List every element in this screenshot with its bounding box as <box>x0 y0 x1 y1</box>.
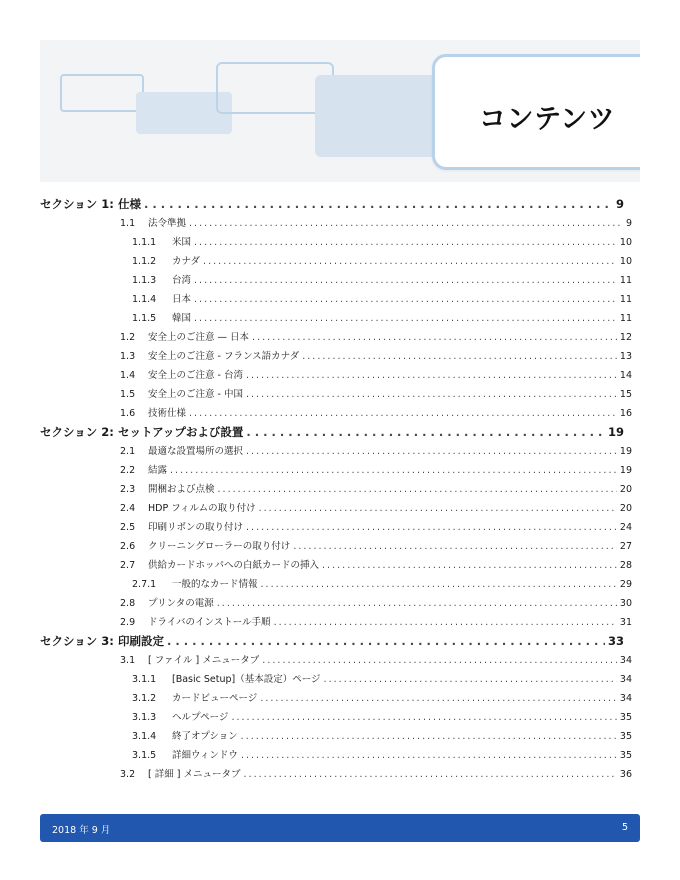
toc-page-number: 9 <box>615 197 624 211</box>
toc-title: カナダ <box>172 256 201 267</box>
toc-page-number: 34 <box>619 693 632 704</box>
toc-leader-dots <box>241 750 617 761</box>
toc-leader-dots <box>218 484 617 495</box>
toc-page-number: 35 <box>619 750 632 761</box>
toc-page-number: 34 <box>619 655 632 666</box>
toc-entry[interactable] <box>120 557 632 571</box>
toc-leader-dots <box>261 579 617 590</box>
toc-entry[interactable] <box>120 481 632 495</box>
toc-leader-dots <box>167 634 605 648</box>
toc-number: 1.2 <box>120 332 136 343</box>
toc-leader-dots <box>246 425 605 439</box>
toc-page-number: 31 <box>619 617 632 628</box>
toc-title: 安全上のご注意 — 日本 <box>148 332 250 343</box>
toc-title: 法令準拠 <box>148 218 187 229</box>
toc-leader-dots <box>144 197 613 211</box>
toc-number: 1.1.5 <box>132 313 157 324</box>
toc-number: 2.7 <box>120 560 136 571</box>
toc-entry[interactable] <box>120 348 632 362</box>
toc-title: 技術仕様 <box>148 408 187 419</box>
toc-title: 安全上のご注意 - フランス語カナダ <box>148 351 300 362</box>
toc-title: 一般的なカード情報 <box>172 579 258 590</box>
toc-title: 印刷リボンの取り付け <box>148 522 244 533</box>
toc-title: 米国 <box>172 237 192 248</box>
toc-leader-dots <box>194 237 617 248</box>
toc-number: 2.1 <box>120 446 136 457</box>
toc-title: 詳細ウィンドウ <box>172 750 238 761</box>
toc-title: 仕様 <box>118 197 141 211</box>
toc-number: 1.1.3 <box>132 275 157 286</box>
toc-page-number: 19 <box>619 446 632 457</box>
toc-section-entry[interactable] <box>40 196 624 212</box>
page-title: コンテンツ <box>479 104 616 135</box>
toc-leader-dots <box>246 522 617 533</box>
toc-entry[interactable] <box>132 576 632 590</box>
toc-entry[interactable] <box>132 291 632 305</box>
toc-number: 2.5 <box>120 522 136 533</box>
toc-leader-dots <box>259 503 617 514</box>
toc-entry[interactable] <box>132 671 632 685</box>
toc-leader-dots <box>274 617 617 628</box>
toc-page-number: 13 <box>619 351 632 362</box>
toc-title: 日本 <box>172 294 192 305</box>
toc-leader-dots <box>322 560 617 571</box>
toc-page-number: 19 <box>619 465 632 476</box>
toc-title: 結露 <box>148 465 168 476</box>
toc-title: HDP フィルムの取り付け <box>148 503 256 514</box>
toc-title: プリンタの電源 <box>148 598 214 609</box>
footer-date: 2018 年 9 月 <box>52 825 111 836</box>
toc-number: 3.1.5 <box>132 750 157 761</box>
toc-number: 1.1.1 <box>132 237 157 248</box>
toc-page-number: 20 <box>619 484 632 495</box>
toc-page-number: 14 <box>619 370 632 381</box>
toc-leader-dots <box>194 313 617 324</box>
footer-bar <box>40 814 640 842</box>
toc-section-entry[interactable] <box>40 633 624 649</box>
toc-number: 3.1.4 <box>132 731 157 742</box>
toc-page-number: 19 <box>607 425 624 439</box>
toc-page-number: 28 <box>619 560 632 571</box>
toc-entry[interactable] <box>120 329 632 343</box>
toc-title: 最適な設置場所の選択 <box>148 446 244 457</box>
toc-leader-dots <box>246 370 617 381</box>
toc-leader-dots <box>189 218 623 229</box>
toc-entry[interactable] <box>132 234 632 248</box>
toc-title: クリーニングローラーの取り付け <box>148 541 291 552</box>
toc-title: ドライバのインストール手順 <box>148 617 271 628</box>
toc-entry[interactable] <box>120 405 632 419</box>
toc-entry[interactable] <box>120 538 632 552</box>
toc-entry[interactable] <box>120 367 632 381</box>
toc-leader-dots <box>246 446 617 457</box>
toc-entry[interactable] <box>120 766 632 780</box>
toc-number: セクション 2: <box>40 425 114 439</box>
toc-leader-dots <box>217 598 617 609</box>
toc-title: [ 詳細 ] メニュータブ <box>148 769 241 780</box>
toc-entry[interactable] <box>120 652 632 666</box>
footer-page-number: 5 <box>621 822 628 833</box>
toc-leader-dots <box>252 332 617 343</box>
toc-page-number: 33 <box>607 634 624 648</box>
toc-number: 2.2 <box>120 465 136 476</box>
toc-entry[interactable] <box>120 215 632 229</box>
toc-entry[interactable] <box>120 462 632 476</box>
toc-entry[interactable] <box>132 728 632 742</box>
toc-number: 2.4 <box>120 503 136 514</box>
toc-number: 3.1 <box>120 655 136 666</box>
toc-leader-dots <box>293 541 617 552</box>
toc-number: 1.3 <box>120 351 136 362</box>
toc-number: 1.1.4 <box>132 294 157 305</box>
toc-title: 台湾 <box>172 275 192 286</box>
toc-page-number: 16 <box>619 408 632 419</box>
toc-leader-dots <box>194 294 617 305</box>
toc-entry[interactable] <box>132 272 632 286</box>
toc-number: 1.5 <box>120 389 136 400</box>
toc-leader-dots <box>243 769 616 780</box>
toc-number: 2.3 <box>120 484 136 495</box>
toc-number: セクション 3: <box>40 634 114 648</box>
toc-number: 3.1.1 <box>132 674 157 685</box>
toc-entry[interactable] <box>120 595 632 609</box>
toc-leader-dots <box>302 351 617 362</box>
toc-title: 供給カードホッパへの白紙カードの挿入 <box>148 560 320 571</box>
toc-entry[interactable] <box>132 253 632 267</box>
toc-number: 1.1 <box>120 218 136 229</box>
toc-leader-dots <box>194 275 617 286</box>
toc-number: 2.6 <box>120 541 136 552</box>
toc-number: 1.6 <box>120 408 136 419</box>
toc-entry[interactable] <box>120 500 632 514</box>
decorative-rect <box>60 74 144 112</box>
toc-page-number: 27 <box>619 541 632 552</box>
toc-title: 印刷設定 <box>118 634 164 648</box>
toc-entry[interactable] <box>132 747 632 761</box>
toc-page-number: 10 <box>619 256 632 267</box>
toc-page-number: 11 <box>619 275 632 286</box>
toc-leader-dots <box>170 465 617 476</box>
toc-number: セクション 1: <box>40 197 114 211</box>
toc-title: カードビューページ <box>172 693 258 704</box>
toc-page-number: 35 <box>619 731 632 742</box>
toc-number: 3.2 <box>120 769 136 780</box>
toc-title: セットアップおよび設置 <box>118 425 244 439</box>
toc-title: ヘルプページ <box>172 712 229 723</box>
toc-leader-dots <box>241 731 617 742</box>
decorative-rect <box>315 75 445 157</box>
toc-title: [ ファイル ] メニュータブ <box>148 655 260 666</box>
toc-entry[interactable] <box>120 443 632 457</box>
toc-title: 安全上のご注意 - 中国 <box>148 389 243 400</box>
toc-number: 2.9 <box>120 617 136 628</box>
toc-leader-dots <box>246 389 617 400</box>
toc-leader-dots <box>203 256 617 267</box>
toc-page-number: 15 <box>619 389 632 400</box>
title-card <box>432 54 640 170</box>
toc-page-number: 11 <box>619 313 632 324</box>
toc-number: 2.7.1 <box>132 579 157 590</box>
toc-page-number: 36 <box>619 769 632 780</box>
toc-entry[interactable] <box>132 310 632 324</box>
toc-title: 韓国 <box>172 313 192 324</box>
toc-number: 1.1.2 <box>132 256 157 267</box>
toc-entry[interactable] <box>120 386 632 400</box>
toc-page-number: 34 <box>619 674 632 685</box>
toc-title: 開梱および点検 <box>148 484 215 495</box>
toc-page-number: 12 <box>619 332 632 343</box>
toc-section-entry[interactable] <box>40 424 624 440</box>
toc-leader-dots <box>262 655 617 666</box>
toc-leader-dots <box>231 712 616 723</box>
toc-title: 終了オプション <box>172 731 238 742</box>
toc-entry[interactable] <box>132 690 632 704</box>
toc-leader-dots <box>189 408 617 419</box>
toc-number: 3.1.3 <box>132 712 157 723</box>
toc-number: 2.8 <box>120 598 136 609</box>
toc-page-number: 35 <box>619 712 632 723</box>
toc-title: [Basic Setup]（基本設定）ページ <box>172 674 321 685</box>
toc-page-number: 9 <box>625 218 632 229</box>
toc-entry[interactable] <box>120 519 632 533</box>
toc-page-number: 24 <box>619 522 632 533</box>
toc-page-number: 30 <box>619 598 632 609</box>
toc-page-number: 29 <box>619 579 632 590</box>
toc-number: 1.4 <box>120 370 136 381</box>
toc-entry[interactable] <box>120 614 632 628</box>
toc-leader-dots <box>260 693 617 704</box>
header-banner <box>40 40 640 182</box>
toc-entry[interactable] <box>132 709 632 723</box>
toc-page-number: 20 <box>619 503 632 514</box>
toc-page-number: 10 <box>619 237 632 248</box>
toc-title: 安全上のご注意 - 台湾 <box>148 370 243 381</box>
toc-number: 3.1.2 <box>132 693 157 704</box>
toc-leader-dots <box>324 674 617 685</box>
toc-page-number: 11 <box>619 294 632 305</box>
